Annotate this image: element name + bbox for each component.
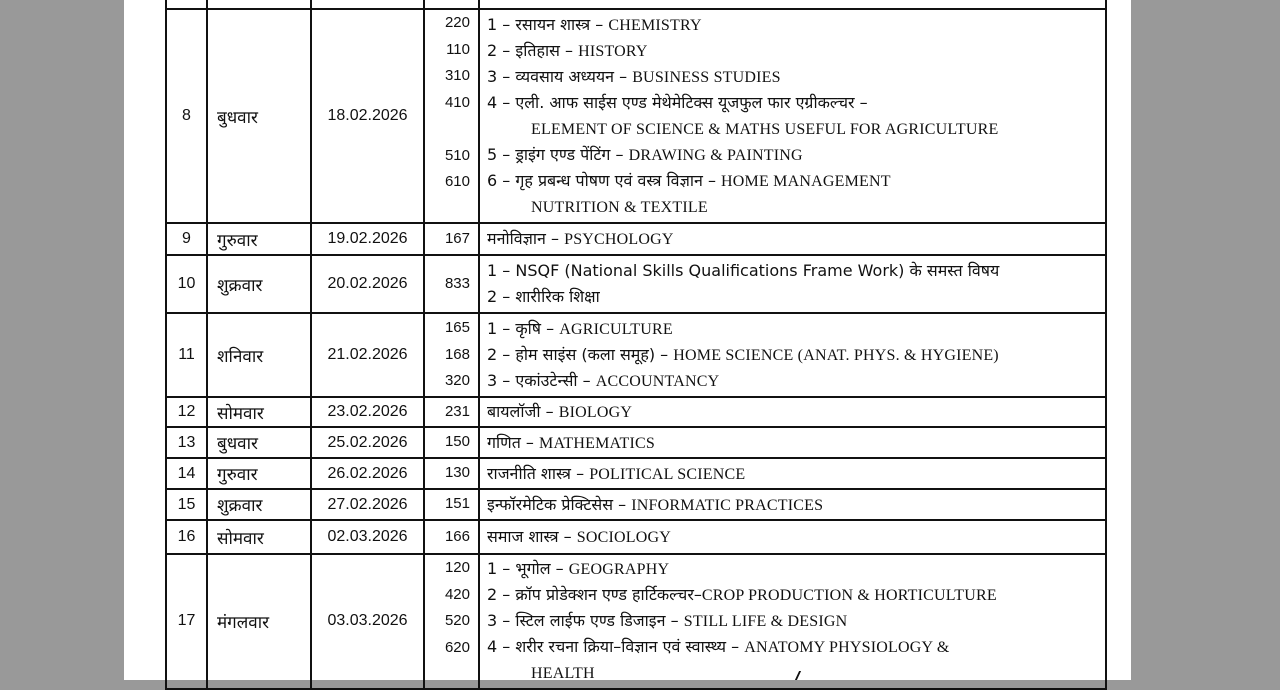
subject-name-english: HEALTH	[531, 665, 595, 683]
subject-codes	[424, 427, 479, 458]
serial-number: 11	[166, 313, 207, 397]
subject-code: 520	[444, 612, 470, 629]
subject-line	[487, 194, 1105, 220]
subjects	[479, 458, 1106, 489]
subject-name-hindi: मनोविज्ञान –	[487, 229, 565, 248]
exam-date: 19.02.2026	[311, 223, 424, 255]
table-row-top-stub	[166, 0, 1106, 9]
subject-codes	[424, 489, 479, 520]
subject-name-english: ELEMENT OF SCIENCE & MATHS USEFUL FOR AGRICULTURE	[531, 121, 999, 138]
subject-line	[487, 556, 1105, 582]
subject-line	[487, 90, 1105, 116]
serial-number: 8	[166, 9, 207, 223]
subject-name-english: DRAWING & PAINTING	[628, 147, 803, 164]
subject-line	[487, 38, 1105, 64]
subjects	[479, 520, 1106, 554]
exam-day: बुधवार	[207, 427, 311, 458]
subject-name-hindi: बायलॉजी –	[487, 402, 559, 421]
table-row	[166, 520, 1106, 554]
subject-code: 150	[444, 433, 470, 451]
serial-number: 12	[166, 397, 207, 427]
exam-day: शुक्रवार	[207, 255, 311, 313]
subject-code: 120	[444, 559, 470, 576]
subject-code	[425, 196, 478, 223]
subject-line	[487, 582, 1105, 608]
subjects	[479, 9, 1106, 223]
exam-date: 26.02.2026	[311, 458, 424, 489]
subject-name-hindi: 6 – गृह प्रबन्ध पोषण एवं वस्त्र विज्ञान –	[487, 171, 722, 190]
subject-name-english: ANATOMY PHYSIOLOGY &	[744, 639, 950, 657]
serial-number: 9	[166, 223, 207, 255]
serial-number: 10	[166, 255, 207, 313]
subject-line	[487, 116, 1105, 142]
exam-date: 02.03.2026	[311, 520, 424, 554]
subject-codes	[424, 458, 479, 489]
subject-line	[487, 226, 1105, 252]
subject-line	[487, 524, 1105, 550]
table-row	[166, 313, 1106, 397]
subject-name-hindi: 1 – कृषि –	[487, 319, 560, 338]
exam-day: सोमवार	[207, 520, 311, 554]
exam-day: गुरुवार	[207, 223, 311, 255]
table-row	[166, 489, 1106, 520]
subject-name-english: BUSINESS STUDIES	[632, 69, 781, 86]
exam-date: 21.02.2026	[311, 313, 424, 397]
serial-number: 14	[166, 458, 207, 489]
exam-day: बुधवार	[207, 9, 311, 223]
exam-day: शुक्रवार	[207, 489, 311, 520]
subject-name-english: PSYCHOLOGY	[564, 231, 674, 248]
subject-code: 510	[444, 146, 470, 164]
subject-name-hindi: इन्फॉरमेटिक प्रेक्टिसेस –	[487, 494, 632, 514]
subject-code: 610	[444, 173, 470, 190]
subject-name-hindi: 2 – क्रॉप प्रोडेक्शन एण्ड हार्टिकल्चर–	[487, 585, 702, 605]
serial-number: 16	[166, 520, 207, 554]
subject-name-hindi: 2 – होम साइंस (कला समूह) –	[487, 345, 674, 364]
subject-name-hindi: 4 – शरीर रचना क्रिया–विज्ञान एवं स्वास्थ्य –	[487, 637, 745, 657]
subject-name-hindi: 1 – NSQF (National Skills Qualifications Frame Work) के समस्त विषय	[487, 261, 1000, 280]
subject-line	[487, 461, 1105, 487]
exam-day: गुरुवार	[207, 458, 311, 489]
subject-name-hindi: 2 – शारीरिक शिक्षा	[487, 287, 600, 306]
subject-name-english: SOCIOLOGY	[576, 529, 671, 546]
subject-name-english: CROP PRODUCTION & HORTICULTURE	[701, 587, 997, 605]
exam-date: 25.02.2026	[311, 427, 424, 458]
exam-day: सोमवार	[207, 397, 311, 427]
subject-line	[487, 316, 1105, 342]
subject-line	[487, 342, 1105, 368]
subjects	[479, 255, 1106, 313]
subject-line	[487, 634, 1105, 660]
subject-codes	[424, 554, 479, 689]
exam-day: मंगलवार	[207, 554, 311, 689]
subject-name-hindi: 1 – रसायन शास्त्र –	[487, 15, 609, 34]
subject-name-english: CHEMISTRY	[608, 17, 702, 34]
subject-code: 165	[444, 319, 470, 337]
table-row	[166, 397, 1106, 427]
subject-code: 166	[444, 527, 470, 545]
subject-name-hindi: 4 – एली. आफ साईस एण्ड मेथेमेटिक्स यूजफुल फार एग्रीकल्चर –	[487, 93, 868, 112]
table-row	[166, 554, 1106, 689]
subject-code: 310	[444, 67, 470, 84]
subject-code: 151	[444, 495, 470, 513]
subject-code: 320	[444, 372, 470, 390]
subject-name-hindi: 3 – व्यवसाय अध्ययन –	[487, 67, 633, 86]
table-row	[166, 255, 1106, 313]
subject-name-hindi: 5 – ड्राइंग एण्ड पेंटिंग –	[487, 145, 629, 164]
subject-line	[487, 64, 1105, 90]
exam-date: 18.02.2026	[311, 9, 424, 223]
table-row	[166, 427, 1106, 458]
exam-schedule-table	[165, 0, 1107, 690]
serial-number: 13	[166, 427, 207, 458]
subject-line	[487, 284, 1105, 310]
serial-number: 17	[166, 554, 207, 689]
subject-name-hindi: 3 – एकांउटेन्सी –	[487, 371, 596, 390]
subject-name-english: POLITICAL SCIENCE	[589, 465, 746, 483]
subject-name-english: ACCOUNTANCY	[595, 373, 720, 390]
subject-name-hindi: गणित –	[487, 432, 540, 452]
subject-line	[487, 430, 1105, 456]
subject-line	[487, 608, 1105, 634]
subject-line	[487, 258, 1105, 284]
subject-codes	[424, 255, 479, 313]
subject-code: 167	[444, 229, 470, 247]
subject-name-english: HISTORY	[578, 43, 648, 60]
subjects	[479, 397, 1106, 427]
subject-code: 420	[444, 585, 470, 603]
subject-name-english: BIOLOGY	[558, 404, 633, 421]
subject-name-english: NUTRITION & TEXTILE	[531, 199, 708, 216]
subject-line	[487, 168, 1105, 194]
subject-name-hindi: 2 – इतिहास –	[487, 41, 579, 60]
subject-name-english: MATHEMATICS	[539, 434, 656, 452]
table-body	[166, 0, 1106, 689]
table-row	[166, 458, 1106, 489]
subject-line	[487, 12, 1105, 38]
subject-codes	[424, 9, 479, 223]
subject-codes	[424, 397, 479, 427]
subject-name-english: STILL LIFE & DESIGN	[683, 613, 848, 631]
exam-date: 23.02.2026	[311, 397, 424, 427]
subject-code: 130	[444, 464, 470, 482]
subject-code: 410	[444, 93, 470, 111]
subject-name-english: AGRICULTURE	[559, 321, 673, 338]
exam-day: शनिवार	[207, 313, 311, 397]
subjects	[479, 427, 1106, 458]
subject-code	[425, 661, 478, 688]
exam-date: 20.02.2026	[311, 255, 424, 313]
subject-code: 168	[444, 345, 470, 363]
subject-line	[487, 660, 1105, 686]
subject-code: 620	[444, 638, 470, 656]
subject-name-hindi: राजनीति शास्त्र –	[487, 463, 590, 483]
subjects	[479, 313, 1106, 397]
subject-code: 110	[446, 40, 470, 58]
subject-code	[425, 116, 478, 143]
subject-code: 833	[444, 274, 470, 292]
subject-name-hindi: 3 – स्टिल लाईफ एण्ड डिजाइन –	[487, 611, 684, 631]
serial-number: 15	[166, 489, 207, 520]
subject-name-english: HOME MANAGEMENT	[721, 173, 891, 190]
subject-name-hindi: समाज शास्त्र –	[487, 527, 577, 546]
subject-code: 220	[444, 14, 470, 31]
subjects	[479, 489, 1106, 520]
subject-name-english: HOME SCIENCE (ANAT. PHYS. & HYGIENE)	[673, 347, 999, 364]
subject-name-english: INFORMATIC PRACTICES	[631, 496, 824, 514]
subject-line	[487, 492, 1105, 518]
subject-name-hindi: 1 – भूगोल –	[487, 559, 569, 579]
subject-codes	[424, 313, 479, 397]
subject-line	[487, 399, 1105, 425]
subjects	[479, 554, 1106, 689]
subject-line	[487, 368, 1105, 394]
subject-codes	[424, 520, 479, 554]
subject-code: 231	[444, 402, 470, 420]
subject-name-english: GEOGRAPHY	[568, 561, 670, 579]
subject-codes	[424, 223, 479, 255]
subject-line	[487, 142, 1105, 168]
exam-date: 03.03.2026	[311, 554, 424, 689]
subjects	[479, 223, 1106, 255]
table-row	[166, 9, 1106, 223]
exam-date: 27.02.2026	[311, 489, 424, 520]
table-row	[166, 223, 1106, 255]
